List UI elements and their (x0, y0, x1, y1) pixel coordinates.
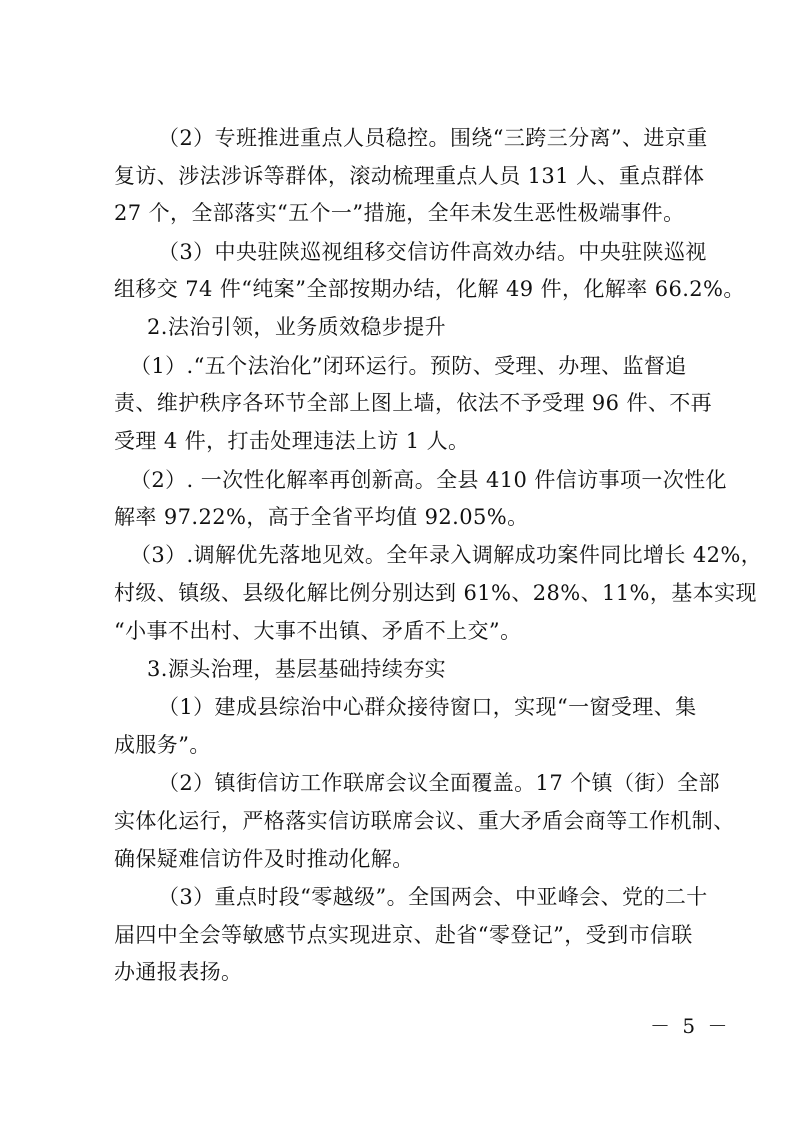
paragraph-line: 成服务”。 (114, 733, 211, 757)
paragraph-line: （3）中央驻陕巡视组移交信访件高效办结。中央驻陕巡视 (158, 240, 707, 264)
section-heading: 3.源头治理，基层基础持续夯实 (147, 657, 447, 681)
paragraph-line: 组移交 74 件“纯案”全部按期办结，化解 49 件，化解率 66.2%。 (114, 277, 745, 301)
paragraph-line: 解率 97.22%，高于全省平均值 92.05%。 (114, 505, 529, 529)
paragraph-line: 复访、涉法涉诉等群体，滚动梳理重点人员 131 人、重点群体 (114, 164, 705, 188)
paragraph-line: （2）专班推进重点人员稳控。围绕“三跨三分离”、进京重 (158, 126, 708, 150)
paragraph-line: 实体化运行，严格落实信访联席会议、重大矛盾会商等工作机制、 (114, 809, 735, 833)
paragraph-line: （1）建成县综治中心群众接待窗口，实现“一窗受理、集 (158, 695, 697, 719)
paragraph-line: 责、维护秩序各环节全部上图上墙，依法不予受理 96 件、不再 (114, 391, 713, 415)
paragraph-line: （3）重点时段“零越级”。全国两会、中亚峰会、党的二十 (158, 885, 708, 909)
paragraph-line: （2）镇街信访工作联席会议全面覆盖。17 个镇（街）全部 (158, 771, 720, 795)
section-heading: 2.法治引领，业务质效稳步提升 (147, 315, 447, 339)
paragraph-line: “小事不出村、大事不出镇、矛盾不上交”。 (114, 619, 522, 643)
paragraph-line: （1）.“五个法治化”闭环运行。预防、受理、办理、监督追 (130, 354, 687, 378)
paragraph-line: 受理 4 件，打击处理违法上访 1 人。 (114, 429, 470, 453)
paragraph-line: （3）.调解优先落地见效。全年录入调解成功案件同比增长 42%， (130, 543, 763, 567)
page-number: － 5 － (650, 1014, 731, 1038)
paragraph-line: 村级、镇级、县级化解比例分别达到 61%、28%、11%，基本实现 (114, 581, 757, 605)
paragraph-line: 27 个，全部落实“五个一”措施，全年未发生恶性极端事件。 (114, 201, 685, 225)
paragraph-line: （2）. 一次性化解率再创新高。全县 410 件信访事项一次性化 (130, 468, 727, 492)
paragraph-line: 届四中全会等敏感节点实现进京、赴省“零登记”，受到市信联 (114, 923, 693, 947)
paragraph-line: 办通报表扬。 (114, 960, 243, 984)
paragraph-line: 确保疑难信访件及时推动化解。 (114, 847, 414, 871)
